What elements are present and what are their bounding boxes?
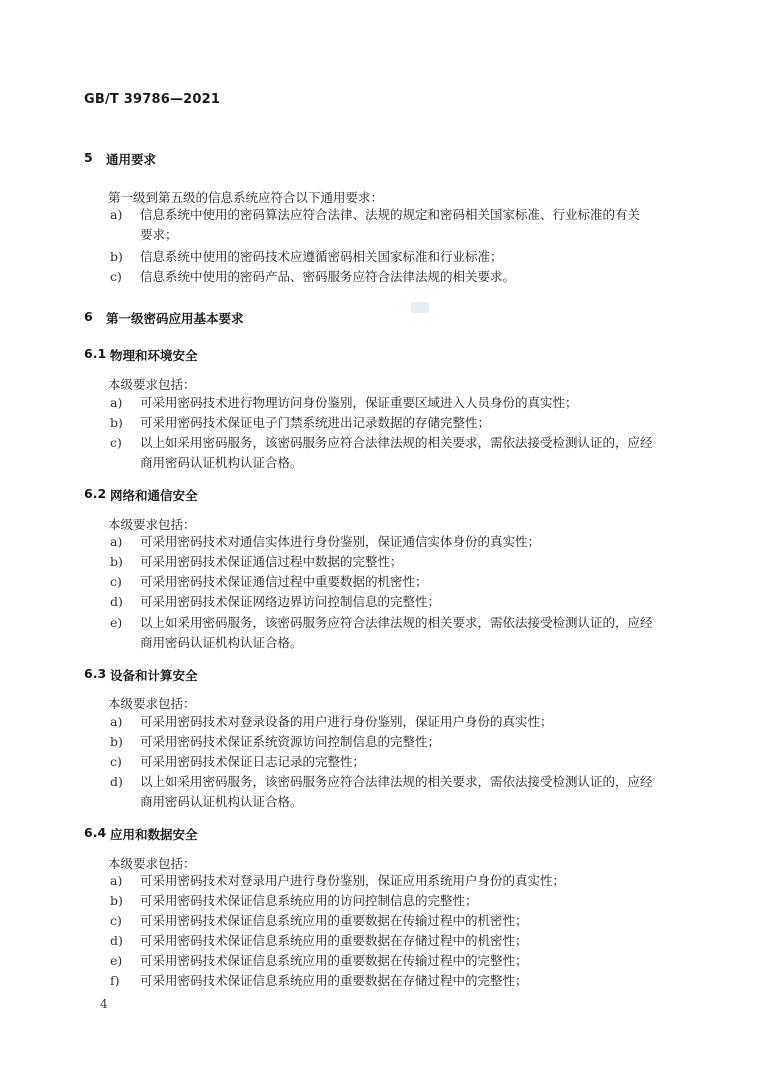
section-5-heading (84, 150, 156, 168)
section-6-4-heading (84, 825, 198, 843)
item-label: a) (110, 395, 123, 410)
section-number: 5 (84, 150, 93, 165)
list-item (110, 772, 690, 812)
item-text: 信息系统中使用的密码算法应符合法律、法规的规定和密码相关国家标准、行业标准的有关 (140, 207, 641, 222)
list-item (110, 413, 690, 433)
item-text: 可采用密码技术保证通信过程中重要数据的机密性； (140, 574, 428, 589)
item-label: d) (110, 774, 123, 789)
item-text: 可采用密码技术保证信息系统应用的重要数据在存储过程中的完整性； (140, 973, 528, 988)
item-label: d) (110, 594, 123, 609)
section-6-2-intro: 本级要求包括： (108, 517, 196, 532)
item-label: f) (110, 973, 120, 988)
item-text-continued: 商用密码认证机构认证合格。 (140, 794, 303, 809)
item-label: b) (110, 734, 123, 749)
section-number: 6.2 (84, 486, 107, 501)
list-item (110, 951, 690, 971)
item-text: 可采用密码技术保证电子门禁系统进出记录数据的存储完整性； (140, 415, 491, 430)
list-item (110, 393, 690, 413)
section-6-heading (84, 309, 244, 327)
watermark-logo (411, 302, 429, 313)
item-text: 可采用密码技术对登录设备的用户进行身份鉴别，保证用户身份的真实性； (140, 714, 553, 729)
section-title: 物理和环境安全 (110, 348, 198, 363)
item-label: a) (110, 873, 123, 888)
list-item (110, 433, 690, 473)
list-item (110, 572, 690, 592)
section-6-3-intro: 本级要求包括： (108, 696, 196, 711)
item-text: 信息系统中使用的密码技术应遵循密码相关国家标准和行业标准； (140, 249, 503, 264)
item-label: b) (110, 554, 123, 569)
item-label: b) (110, 415, 123, 430)
list-item (110, 871, 690, 891)
item-label: b) (110, 893, 123, 908)
list-item (110, 911, 690, 931)
item-label: c) (110, 435, 122, 450)
item-text-continued: 商用密码认证机构认证合格。 (140, 455, 303, 470)
item-label: d) (110, 933, 123, 948)
item-text: 可采用密码技术保证系统资源访问控制信息的完整性； (140, 734, 441, 749)
section-6-1-heading (84, 346, 198, 364)
item-text: 可采用密码技术对登录用户进行身份鉴别，保证应用系统用户身份的真实性； (140, 873, 566, 888)
item-text: 以上如采用密码服务，该密码服务应符合法律法规的相关要求，需依法接受检测认证的，应经 (140, 435, 653, 450)
list-item (110, 712, 690, 732)
item-text: 可采用密码技术保证信息系统应用的访问控制信息的完整性； (140, 893, 478, 908)
item-text: 可采用密码技术保证信息系统应用的重要数据在传输过程中的机密性； (140, 913, 528, 928)
item-label: e) (110, 615, 123, 630)
list-item (110, 613, 690, 653)
section-number: 6.3 (84, 666, 107, 681)
list-item (110, 247, 690, 267)
section-title: 第一级密码应用基本要求 (106, 311, 244, 326)
list-item (110, 552, 690, 572)
list-item (110, 205, 690, 245)
section-title: 通用要求 (106, 152, 157, 167)
section-6-3-heading (84, 666, 198, 684)
section-number: 6.1 (84, 346, 107, 361)
list-item (110, 732, 690, 752)
section-6-4-intro: 本级要求包括： (108, 856, 196, 871)
item-text: 信息系统中使用的密码产品、密码服务应符合法律法规的相关要求。 (140, 269, 516, 284)
item-label: b) (110, 249, 123, 264)
section-title: 网络和通信安全 (110, 488, 198, 503)
item-text: 可采用密码技术保证信息系统应用的重要数据在传输过程中的完整性； (140, 953, 528, 968)
item-text: 可采用密码技术保证通信过程中数据的完整性； (140, 554, 403, 569)
page-number: 4 (100, 997, 108, 1011)
item-text-continued: 商用密码认证机构认证合格。 (140, 635, 303, 650)
item-text: 以上如采用密码服务，该密码服务应符合法律法规的相关要求，需依法接受检测认证的，应经 (140, 774, 653, 789)
standard-number: GB/T 39786—2021 (84, 92, 221, 107)
item-label: c) (110, 269, 122, 284)
item-label: c) (110, 754, 122, 769)
item-label: a) (110, 714, 123, 729)
list-item (110, 891, 690, 911)
section-5-intro: 第一级到第五级的信息系统应符合以下通用要求： (108, 190, 384, 205)
section-number: 6 (84, 309, 93, 324)
item-label: a) (110, 534, 123, 549)
section-number: 6.4 (84, 825, 107, 840)
item-text: 以上如采用密码服务，该密码服务应符合法律法规的相关要求，需依法接受检测认证的，应经 (140, 615, 653, 630)
section-title: 应用和数据安全 (110, 827, 198, 842)
item-label: e) (110, 953, 123, 968)
list-item (110, 592, 690, 612)
item-text: 可采用密码技术保证日志记录的完整性； (140, 754, 366, 769)
item-label: c) (110, 913, 122, 928)
list-item (110, 752, 690, 772)
item-text: 可采用密码技术保证信息系统应用的重要数据在存储过程中的机密性； (140, 933, 528, 948)
section-6-2-heading (84, 486, 198, 504)
item-text: 可采用密码技术进行物理访问身份鉴别，保证重要区域进入人员身份的真实性； (140, 395, 578, 410)
list-item (110, 931, 690, 951)
section-6-1-intro: 本级要求包括： (108, 377, 196, 392)
item-text: 可采用密码技术保证网络边界访问控制信息的完整性； (140, 594, 441, 609)
item-text: 可采用密码技术对通信实体进行身份鉴别，保证通信实体身份的真实性； (140, 534, 541, 549)
item-text-continued: 要求； (140, 227, 178, 242)
list-item (110, 267, 690, 287)
list-item (110, 971, 690, 991)
list-item (110, 532, 690, 552)
section-title: 设备和计算安全 (110, 668, 198, 683)
item-label: a) (110, 207, 123, 222)
item-label: c) (110, 574, 122, 589)
